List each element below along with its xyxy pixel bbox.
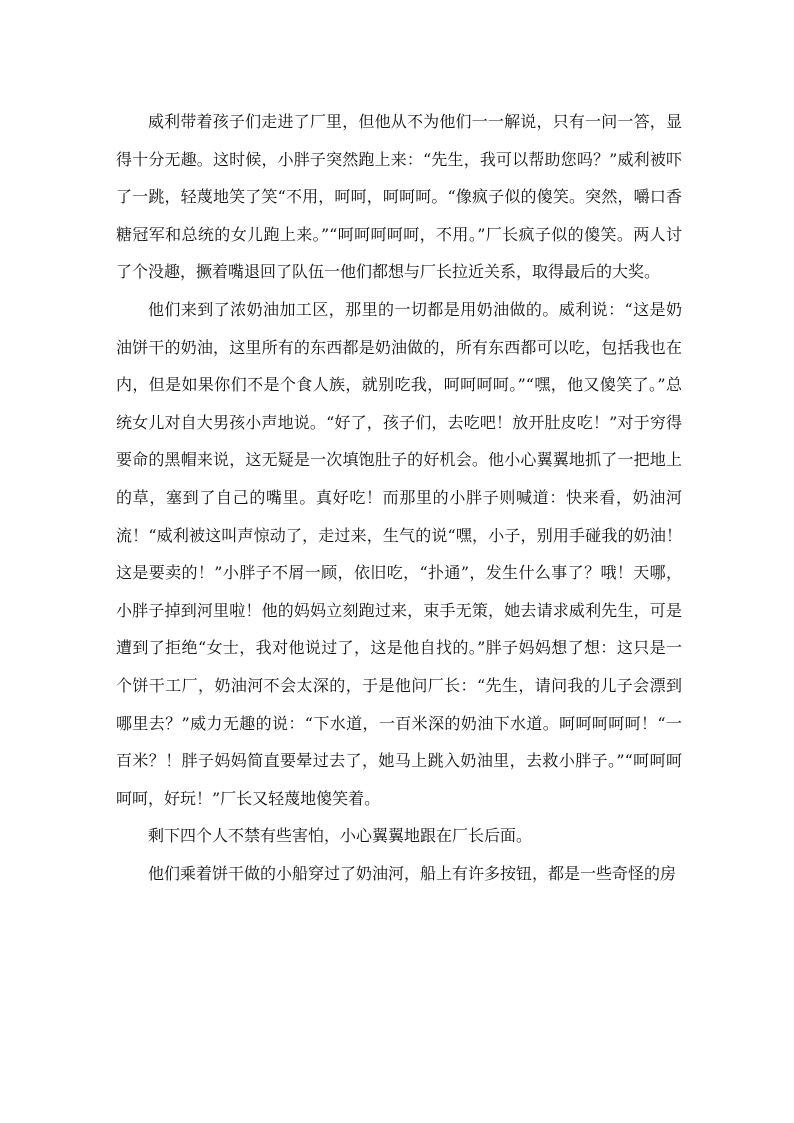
paragraph: 他们乘着饼干做的小船穿过了奶油河，船上有许多按钮，都是一些奇怪的房: [148, 863, 677, 883]
paragraph: 威利带着孩子们走进了厂里，但他从不为他们一一解说，只有一问一答，显得十分无趣。这时候，小胖子突然跑上来：“先生，我可以帮助您吗？”威利被吓了一跳，轻蔑地笑了笑“不用，呵呵，呵呵呵。“像疯子似的傻笑。突然，嚼口香糖冠军和总统的女儿跑上来。”“呵呵呵呵呵，不用。”厂长疯子似的傻笑。两人讨了个没趣，撅着嘴退回了队伍一他们都想与厂长拉近关系，取得最后的大奖。: [116, 112, 682, 282]
paragraph: 剩下四个人不禁有些害怕，小心翼翼地跟在厂长后面。: [148, 826, 533, 846]
paragraph: 他们来到了浓奶油加工区，那里的一切都是用奶油做的。威利说：“这是奶油饼干的奶油，这里所有的东西都是奶油做的，所有东西都可以吃，包括我也在内，但是如果你们不是个食人族，就别吃我，呵呵呵呵。”“嘿，他又傻笑了。”总统女儿对自大男孩小声地说。“好了，孩子们，去吃吧！放开肚皮吃！”对于穷得要命的黑帽来说，这无疑是一次填饱肚子的好机会。他小心翼翼地抓了一把地上的草，塞到了自己的嘴里。真好吃！而那里的小胖子则喊道：快来看，奶油河流！“威利被这叫声惊动了，走过来，生气的说“嘿，小子，别用手碰我的奶油！这是要卖的！”小胖子不屑一顾，依旧吃，“扑通”，发生什么事了？哦！天哪，小胖子掉到河里啦！他的妈妈立刻跑过来，束手无策，她去请求威利先生，可是遭到了拒绝“女士，我对他说过了，这是他自找的。”胖子妈妈想了想：这只是一个饼干工厂，奶油河不会太深的，于是他问厂长：“先生，请问我的儿子会漂到哪里去？”威力无趣的说：“下水道，一百米深的奶油下水道。呵呵呵呵呵！“一百米？！胖子妈妈简直要晕过去了，她马上跳入奶油里，去救小胖子。”“呵呵呵呵呵，好玩！”厂长又轻蔑地傻笑着。: [116, 299, 682, 808]
document-body: [116, 103, 682, 892]
